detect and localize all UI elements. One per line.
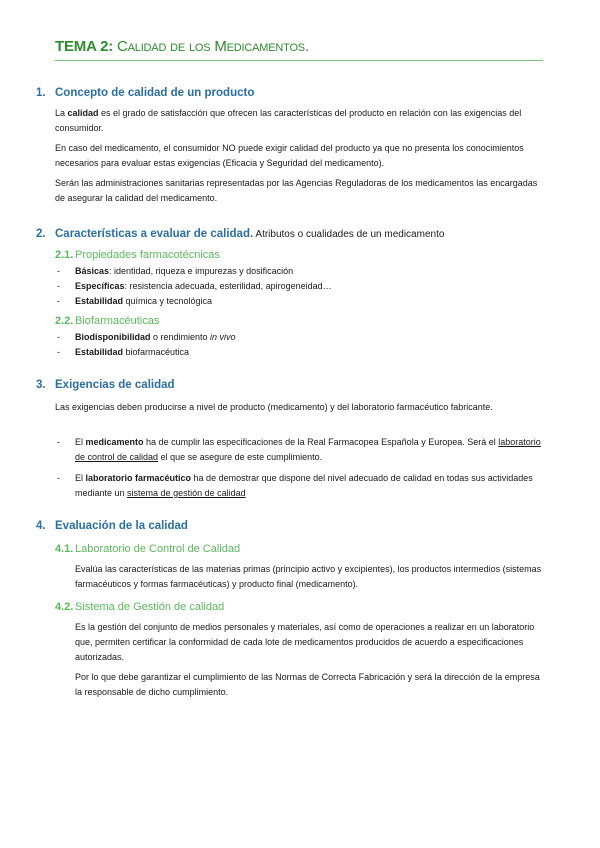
list-item: - Específicas: resistencia adecuada, esterilidad, apirogeneidad… [57, 281, 332, 291]
title-tema: TEMA 2: [55, 38, 114, 55]
list-item-medicamento: - El medicamento ha de cumplir las especificaciones de la Real Farmacopea Española y Europea. Será el laboratorio de control de calidad el que se asegure de este cumplimiento. [57, 437, 541, 462]
paragraph-sistema-gestion: Es la gestión del conjunto de medios personales y materiales, así como de operaciones a realizar en un laboratorio que, permiten certificar la conformidad de cada lote de medicamentos producidos de acuerdo a especificaciones autorizadas. [75, 622, 535, 662]
list-item: - Biodisponibilidad o rendimiento in vivo [57, 332, 236, 342]
subheading-4-2: 4.2. Sistema de Gestión de calidad [55, 601, 225, 613]
section-heading-3: 3. Exigencias de calidad [36, 379, 175, 391]
list-item: - Básicas: identidad, riqueza e impurezas y dosificación [57, 266, 294, 276]
paragraph-calidad-definicion: La calidad es el grado de satisfacción que ofrecen las características del producto en relación con las exigencias del consumidor. [55, 108, 522, 133]
title-text: Calidad de los Medicamentos. [113, 38, 309, 55]
paragraph-laboratorio-control: Evalúa las características de las materias primas (principio activo y excipientes), los productos intermedios (sistemas farmacéuticos y formas farmacéuticas) y producto final (medicamento). [75, 564, 542, 589]
paragraph-administraciones: Serán las administraciones sanitarias representadas por las Agencias Reguladoras de los medicamentos las encargadas de asegurar la calidad del medicamento. [55, 178, 538, 203]
paragraph-consumidor: En caso del medicamento, el consumidor NO puede exigir calidad del producto ya que no presenta los conocimientos necesarios para evaluar estas exigencias (Eficacia y Seguridad del medicamento). [55, 143, 524, 168]
page-title [55, 38, 555, 56]
section-heading-2: 2. Características a evaluar de calidad. Atributos o cualidades de un medicamento [36, 228, 445, 240]
list-item-laboratorio: - El laboratorio farmacéutico ha de demostrar que dispone del nivel adecuado de calidad en todas sus actividades mediante un sistema de gestión de calidad [57, 473, 533, 498]
subheading-4-1: 4.1. Laboratorio de Control de Calidad [55, 543, 241, 555]
paragraph-normas: Por lo que debe garantizar el cumplimiento de las Normas de Correcta Fabricación y será la dirección de la empresa la responsable de dicho cumplimiento. [75, 672, 540, 697]
section-heading-4: 4. Evaluación de la calidad [36, 520, 188, 532]
paragraph-exigencias: Las exigencias deben producirse a nivel de producto (medicamento) y del laboratorio farmacéutico fabricante. [55, 402, 493, 412]
list-item: - Estabilidad biofarmacéutica [57, 347, 190, 357]
subheading-2-1: 2.1. Propiedades farmacotécnicas [55, 249, 220, 261]
title-underline [55, 60, 543, 61]
list-item: - Estabilidad química y tecnológica [57, 296, 213, 306]
section-heading-1: 1. Concepto de calidad de un producto [36, 87, 255, 99]
subheading-2-2: 2.2. Biofarmacéuticas [55, 315, 160, 327]
